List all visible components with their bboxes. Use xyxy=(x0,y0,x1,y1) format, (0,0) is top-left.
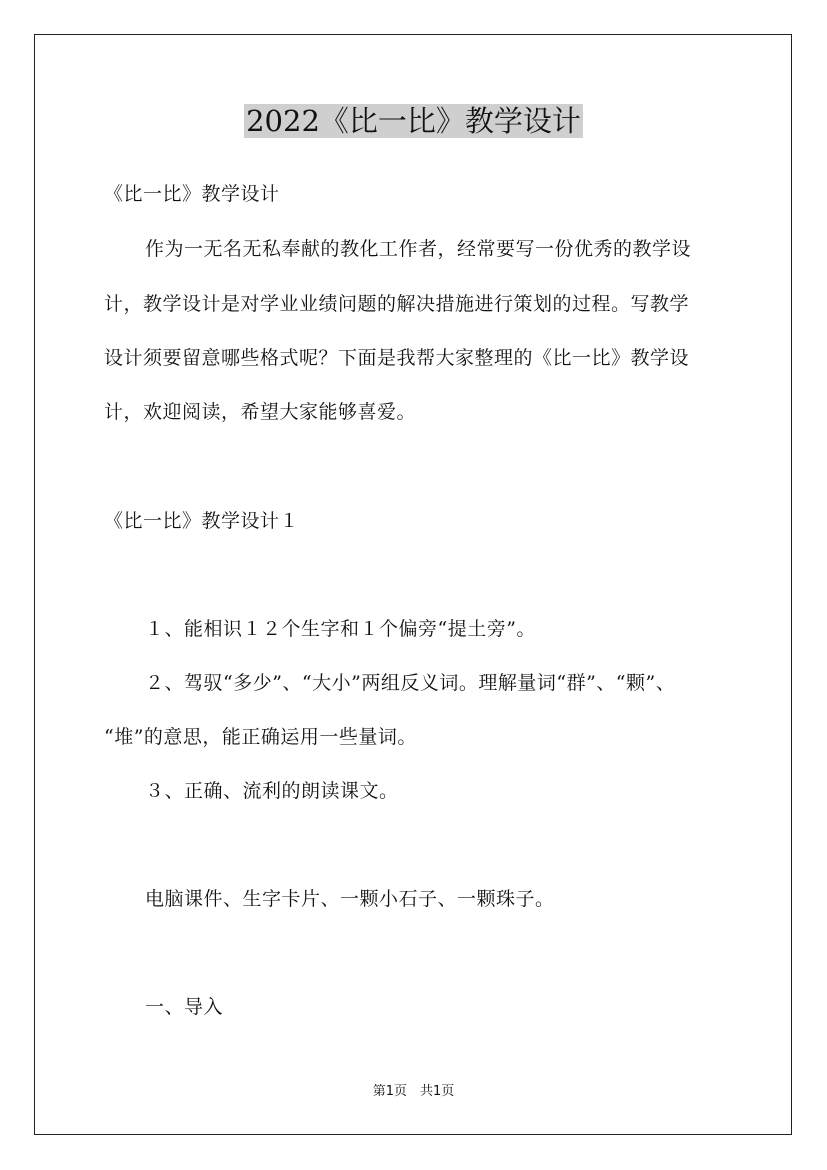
page-footer: 第1页 共1页 xyxy=(372,1084,455,1099)
goal-line-3: “堆”的意思，能正确运用一些量词。 xyxy=(104,726,417,748)
intro-line-3: 设计须要留意哪些格式呢？下面是我帮大家整理的《比一比》教学设 xyxy=(104,347,690,369)
document-title-text: 2022《比一比》教学设计 xyxy=(246,104,581,138)
materials-line: 电脑课件、生字卡片、一颗小石子、一颗珠子。 xyxy=(145,888,555,910)
document-title xyxy=(0,101,827,141)
goal-line-4: ３、正确、流利的朗读课文。 xyxy=(145,780,399,802)
goal-line-2: ２、驾驭“多少”、“大小”两组反义词。理解量词“群”、“颗”、 xyxy=(145,672,676,694)
goal-line-1: １、能相识１２个生字和１个偏旁“提土旁”。 xyxy=(145,618,536,640)
step-one-heading: 一、导入 xyxy=(145,996,224,1018)
intro-line-1: 作为一无名无私奉献的教化工作者，经常要写一份优秀的教学设 xyxy=(145,238,692,260)
document-subtitle: 《比一比》教学设计 xyxy=(104,183,280,205)
intro-line-2: 计，教学设计是对学业业绩问题的解决措施进行策划的过程。写教学 xyxy=(104,293,690,315)
section-heading: 《比一比》教学设计１ xyxy=(104,510,300,532)
intro-line-4: 计，欢迎阅读，希望大家能够喜爱。 xyxy=(104,401,417,423)
